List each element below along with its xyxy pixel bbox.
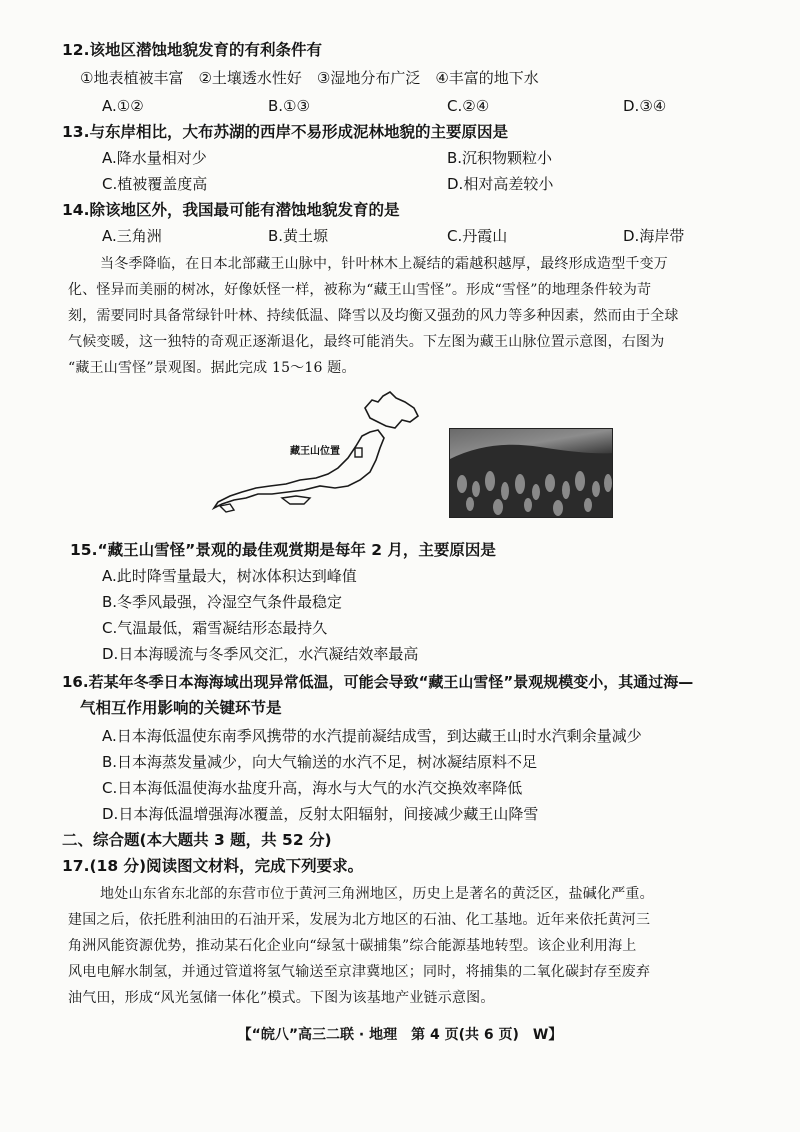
q17-passage-line-5: 油气田，形成“风光氢储一体化”模式。下图为该基地产业链示意图。 bbox=[68, 990, 495, 1006]
q16-stem-line-2: 气相互作用影响的关键环节是 bbox=[80, 699, 282, 717]
zao-snow-monster-photo bbox=[449, 428, 613, 518]
q12-option-d: D.③④ bbox=[623, 97, 667, 115]
q15-stem: 15.“藏王山雪怪”景观的最佳观赏期是每年 2 月，主要原因是 bbox=[70, 541, 496, 559]
q15-option-b: B.冬季风最强，冷湿空气条件最稳定 bbox=[102, 593, 343, 611]
q15-option-a: A.此时降雪量最大，树冰体积达到峰值 bbox=[102, 567, 357, 585]
q17-passage-line-1: 地处山东省东北部的东营市位于黄河三角洲地区，历史上是著名的黄泛区，盐碱化严重。 bbox=[100, 886, 654, 902]
q12-option-c: C.②④ bbox=[447, 97, 490, 115]
q13-option-d: D.相对高差较小 bbox=[447, 175, 554, 193]
japan-location-map bbox=[200, 388, 440, 513]
q14-option-d: D.海岸带 bbox=[623, 227, 685, 245]
q16-option-d: D.日本海低温增强海冰覆盖，反射太阳辐射，间接减少藏王山降雪 bbox=[102, 805, 539, 823]
q16-stem-line-1: 16.若某年冬季日本海海域出现异常低温，可能会导致“藏王山雪怪”景观规模变小，其通过海— bbox=[62, 673, 694, 691]
q17-passage-line-4: 风电电解水制氢，并通过管道将氢气输送至京津冀地区；同时，将捕集的二氧化碳封存至废弃 bbox=[68, 964, 651, 980]
q16-option-c: C.日本海低温使海水盐度升高，海水与大气的水汽交换效率降低 bbox=[102, 779, 523, 797]
q12-stem: 12.该地区潜蚀地貌发育的有利条件有 bbox=[62, 41, 322, 59]
q17-passage-line-2: 建国之后，依托胜利油田的石油开采，发展为北方地区的石油、化工基地。近年来依托黄河三 bbox=[68, 912, 651, 928]
q14-option-a: A.三角洲 bbox=[102, 227, 162, 245]
passage15-line-1: 当冬季降临，在日本北部藏王山脉中，针叶林木上凝结的霜越积越厚，最终形成造型千变万 bbox=[100, 256, 668, 272]
passage15-line-4: 气候变暖，这一独特的奇观正逐渐退化，最终可能消失。下左图为藏王山脉位置示意图，右图为 bbox=[68, 334, 665, 350]
q16-option-a: A.日本海低温使东南季风携带的水汽提前凝结成雪，到达藏王山时水汽剩余量减少 bbox=[102, 727, 642, 745]
passage15-line-5: “藏王山雪怪”景观图。据此完成 15～16 题。 bbox=[68, 360, 356, 376]
q12-option-b: B.①③ bbox=[268, 97, 310, 115]
q13-option-c: C.植被覆盖度高 bbox=[102, 175, 208, 193]
q13-stem: 13.与东岸相比，大布苏湖的西岸不易形成泥林地貌的主要原因是 bbox=[62, 123, 508, 141]
zao-location-marker bbox=[355, 448, 362, 457]
passage15-line-2: 化、怪异而美丽的树冰，好像妖怪一样，被称为“藏王山雪怪”。形成“雪怪”的地理条件较为苛 bbox=[68, 282, 652, 298]
q14-stem: 14.除该地区外，我国最可能有潜蚀地貌发育的是 bbox=[62, 201, 400, 219]
q12-option-a: A.①② bbox=[102, 97, 144, 115]
map-label-zao: 藏王山位置 bbox=[290, 446, 340, 457]
section-2-heading: 二、综合题(本大题共 3 题，共 52 分) bbox=[62, 831, 332, 849]
q15-option-d: D.日本海暖流与冬季风交汇，水汽凝结效率最高 bbox=[102, 645, 419, 663]
passage15-line-3: 刻，需要同时具备常绿针叶林、持续低温、降雪以及均衡又强劲的风力等多种因素，然而由于全球 bbox=[68, 308, 679, 324]
q17-passage-line-3: 角洲风能资源优势，推动某石化企业向“绿氢十碳捕集”综合能源基地转型。该企业利用海上 bbox=[68, 938, 637, 954]
q16-option-b: B.日本海蒸发量减少，向大气输送的水汽不足，树冰凝结原料不足 bbox=[102, 753, 538, 771]
shikoku-outline bbox=[282, 496, 310, 504]
q12-conditions: ①地表植被丰富 ②土壤透水性好 ③湿地分布广泛 ④丰富的地下水 bbox=[80, 69, 539, 87]
q17-stem: 17.(18 分)阅读图文材料，完成下列要求。 bbox=[62, 857, 364, 875]
q13-option-b: B.沉积物颗粒小 bbox=[447, 149, 553, 167]
q14-option-b: B.黄土塬 bbox=[268, 227, 329, 245]
kyushu-outline bbox=[220, 504, 234, 512]
q15-option-c: C.气温最低，霜雪凝结形态最持久 bbox=[102, 619, 328, 637]
hokkaido-outline bbox=[365, 392, 418, 428]
q13-option-a: A.降水量相对少 bbox=[102, 149, 207, 167]
page-footer: 【“皖八”高三二联 · 地理 第 4 页(共 6 页) W】 bbox=[237, 1027, 563, 1043]
q14-option-c: C.丹霞山 bbox=[447, 227, 508, 245]
